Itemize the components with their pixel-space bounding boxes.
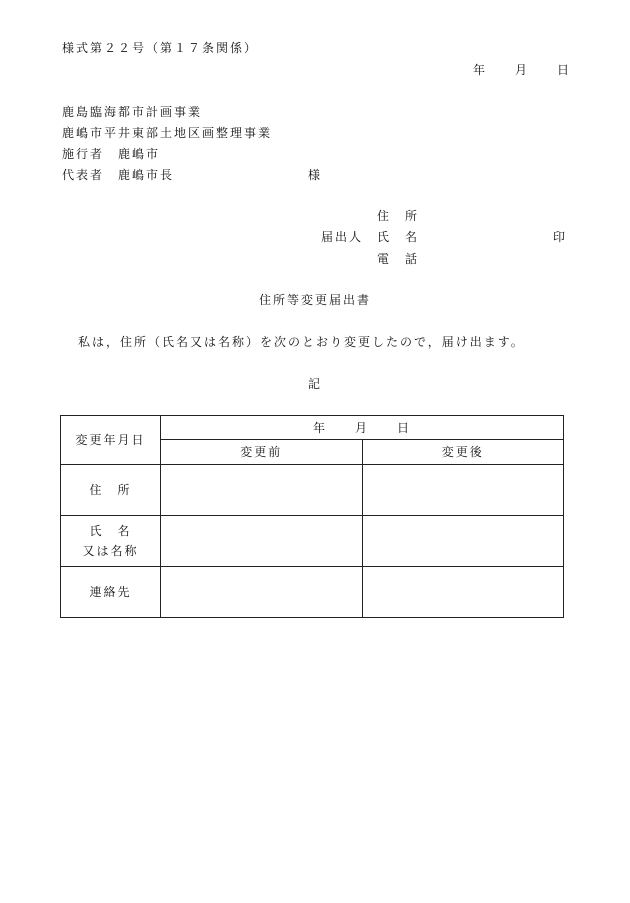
row-label-name-line1: 氏 名 [89,524,132,538]
address-before-field[interactable] [161,465,363,516]
date-line [473,62,571,78]
notifier-seal-mark: 印 [553,230,568,244]
ki-heading: 記 [307,377,322,391]
row-label-contact: 連絡先 [61,567,161,618]
table-row [61,416,564,440]
addressee-operator: 施行者 鹿嶋市 [62,147,161,161]
form-number: 様式第２２号（第１７条関係） [62,41,259,55]
date-year: 年 [473,63,488,77]
document-title: 住所等変更届出書 [258,293,371,307]
row-label-name [61,516,161,567]
after-header: 変更後 [362,440,564,465]
name-after-field[interactable] [362,516,564,567]
addressee-subproject: 鹿嶋市平井東部土地区画整理事業 [62,126,273,140]
change-date-day: 日 [397,420,412,435]
change-date-label: 変更年月日 [61,416,161,465]
contact-before-field[interactable] [161,567,363,618]
change-date-year: 年 [312,420,327,435]
notifier-address-label: 住 所 [377,209,420,223]
notifier-role-label: 届出人 [321,230,364,244]
notifier-phone-label: 電 話 [377,252,420,266]
table-row [61,567,564,618]
before-header: 変更前 [161,440,363,465]
addressee-honorific: 様 [308,168,323,182]
date-day: 日 [557,63,572,77]
address-after-field[interactable] [362,465,564,516]
row-label-name-line2: 又は名称 [82,544,139,558]
contact-after-field[interactable] [362,567,564,618]
table-row [61,516,564,567]
body-text: 私は，住所（氏名又は名称）を次のとおり変更したので，届け出ます。 [78,335,525,349]
row-label-address: 住 所 [61,465,161,516]
change-table [60,415,564,618]
change-date-field[interactable] [161,416,564,440]
name-before-field[interactable] [161,516,363,567]
table-row [61,465,564,516]
date-month: 月 [515,63,530,77]
addressee-project: 鹿島臨海都市計画事業 [62,105,203,119]
addressee-representative [62,167,323,183]
change-date-month: 月 [354,420,369,435]
addressee-representative-text: 代表者 鹿嶋市長 [62,168,175,182]
notifier-name-label: 氏 名 [377,230,420,244]
